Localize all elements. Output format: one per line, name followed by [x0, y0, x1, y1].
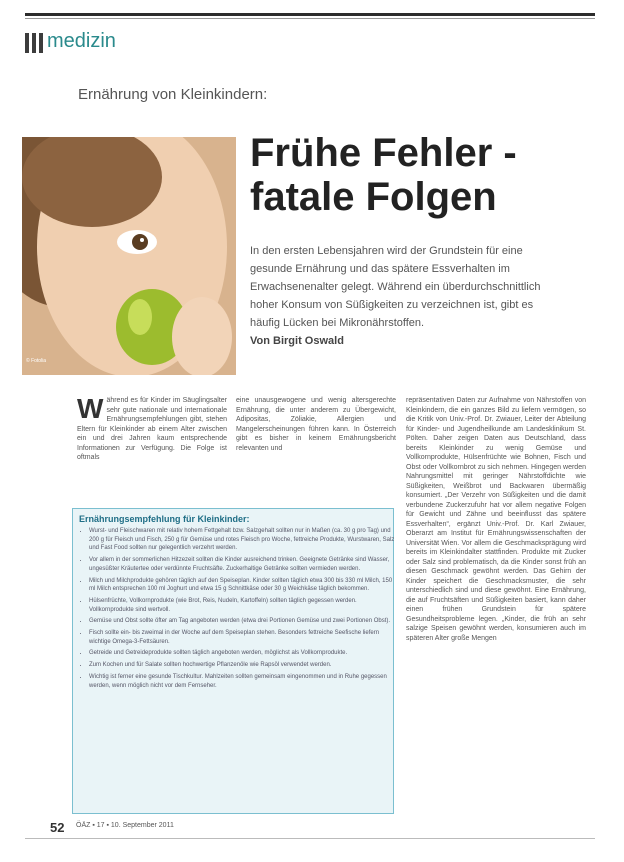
box-title: Ernährungsempfehlung für Kleinkinder:	[79, 514, 250, 524]
column-text: eine unausgewogene und wenig altersgerechte Ernährung, die unter anderem zu Übergewicht, Adipositas, Zöliakie, Allergien und Mangelerscheinungen führen kann. In Österreich gibt es bisher in keinem Ernährungsbericht relevanten und	[236, 397, 396, 452]
headline-line-1: Frühe Fehler -	[250, 131, 517, 175]
child-eating-apple-photo	[22, 137, 236, 375]
headline	[250, 131, 590, 219]
page-number: 52	[50, 820, 65, 835]
photo-illustration	[22, 137, 236, 375]
nutrition-recommendation-box	[72, 508, 394, 814]
list-item: • Milch und Milchprodukte gehören täglich auf den Speiseplan. Kinder sollten täglich etwa 300 bis 330 ml Milch, 150 ml Milch entsprechen 100 ml Joghurt und etwa 15 g Schnittkäse oder 30 g Weichkäse täglich bekommen.	[89, 577, 399, 594]
body-column-2	[236, 396, 396, 453]
body-column-3	[406, 396, 586, 643]
top-rule-thin	[25, 18, 595, 19]
kicker: Ernährung von Kleinkindern:	[78, 86, 268, 103]
recommendation-list	[77, 527, 399, 693]
list-item: • Wurst- und Fleischwaren mit relativ hohem Fettgehalt bzw. Salzgehalt sollten nur in Maßen (ca. 30 g pro Tag) und 200 g für Fleisch und Fisch, 250 g für Gemüse und rotes Fleisch pro Woche, fettreiche Produkte, Wurstwaren, Salz und Fast Food sollten nur gelegentlich verzehrt werden.	[89, 527, 399, 553]
author-byline: Von Birgit Oswald	[250, 335, 344, 347]
lead-text: In den ersten Lebensjahren wird der Grundstein für eine gesunde Ernährung und das spätere Essverhalten im Erwachsenenalter gelegt. Während ein überdurchschnittlich hoher Konsum von Süßigkeiten zu verzeichnen ist, gibt es häufig Lücken bei Mikronährstoffen.	[250, 245, 541, 329]
section-bar	[25, 33, 29, 53]
column-text: repräsentativen Daten zur Aufnahme von Nährstoffen von Kleinkindern, die ein ganzes Bild zu liefern vermögen, so die Kritik von Univ.-Prof. Dr. Zwiauer, Leiter der Abteilung für Kinder- und Jugendheilkunde am Landesklinikum St. Pölten. Daher zeigen Daten aus Deutschland, dass bereits Kleinkinder zu wenig Gemüse und Vollkornprodukte, Hülsenfrüchte wie Bohnen, Fisch und Obst oder Vollkornbrot zu sich nehmen. Hingegen werden Nahrungsmittel mit geringer Nährstoffdichte wie Süßigkeiten, Weißbrot und Backwaren übermäßig konsumiert. „Der Verzehr von Süßigkeiten und die damit verbundene Zuckerzufuhr hat vor allem negative Folgen für Gewicht und Zähne und beeinflusst das spätere Essverhalten“, ergänzt Univ.-Prof. Dr. Karl Zwiauer, Oberarzt am Institut für Ernährungswissenschaften der Universität Wien. Vor allem die Geschmacksprägung wird bereits im Kleinkindalter stattfinden. Produkte mit Zucker oder Salz sind problematisch, da die Kinder sonst früh an diesen Geschmack gewöhnt werden. Das Gehirn der Kinder speichert die Geschmacksmuster, die sehr unterschiedlich sind und diese gewöhnt. Eine Ernährung, die auf Fruchtsäften und Süßigkeiten basiert, kann daher einen frühen Grundstein für spätere Gesundheitsprobleme legen. „Kinder, die früh an sehr salzige Speisen gewöhnt werden, konsumieren auch im späteren Alter große Mengen	[406, 397, 586, 642]
top-rule	[25, 13, 595, 16]
section-bar	[32, 33, 36, 53]
lead-paragraph	[250, 242, 550, 350]
list-item: • Wichtig ist ferner eine gesunde Tischkultur. Mahlzeiten sollten gemeinsam eingenommen und in Ruhe gegessen werden, wenn möglich nicht vor dem Fernseher.	[89, 673, 399, 690]
list-item: • Gemüse und Obst sollte öfter am Tag angeboten werden (etwa drei Portionen Gemüse und zwei Portionen Obst).	[89, 617, 399, 626]
section-bar	[39, 33, 43, 53]
list-item: • Vor allem in der sommerlichen Hitzezeit sollten die Kinder ausreichend trinken. Geeignete Getränke sind Wasser, ungesüßter Kräutertee oder verdünnte Fruchtsäfte. Zuckerhaltige Getränke sollten vermieden werden.	[89, 556, 399, 573]
list-item: • Getreide und Getreideprodukte sollten täglich angeboten werden, möglichst als Vollkornprodukte.	[89, 649, 399, 658]
column-text: ährend es für Kinder im Säuglingsalter sehr gute nationale und internationale Ernährungsempfehlungen gibt, stehen Eltern für Kleinkinder ab einem Alter zwischen ein und drei Jahren kaum entsprechende Informationen zur Verfügung. Die Folge ist oftmals	[77, 397, 227, 461]
photo-credit: © Fotolia	[26, 358, 47, 364]
body-column-1	[77, 393, 227, 463]
footer-rule	[25, 838, 595, 839]
drop-cap: W	[77, 393, 104, 424]
section-label: medizin	[47, 30, 116, 52]
list-item: • Fisch sollte ein- bis zweimal in der Woche auf dem Speiseplan stehen. Besonders fettreiche Seefische liefern wichtige Omega-3-Fettsäuren.	[89, 629, 399, 646]
list-item: • Zum Kochen und für Salate sollten hochwertige Pflanzenöle wie Rapsöl verwendet werden.	[89, 661, 399, 670]
headline-line-2: fatale Folgen	[250, 175, 497, 219]
list-item: • Hülsenfrüchte, Vollkornprodukte (wie Brot, Reis, Nudeln, Kartoffeln) sollten täglich gegessen werden. Vollkornprodukte sind wertvoll.	[89, 597, 399, 614]
footer-publication: ÖÄZ ▪ 17 ▪ 10. September 2011	[76, 822, 174, 829]
